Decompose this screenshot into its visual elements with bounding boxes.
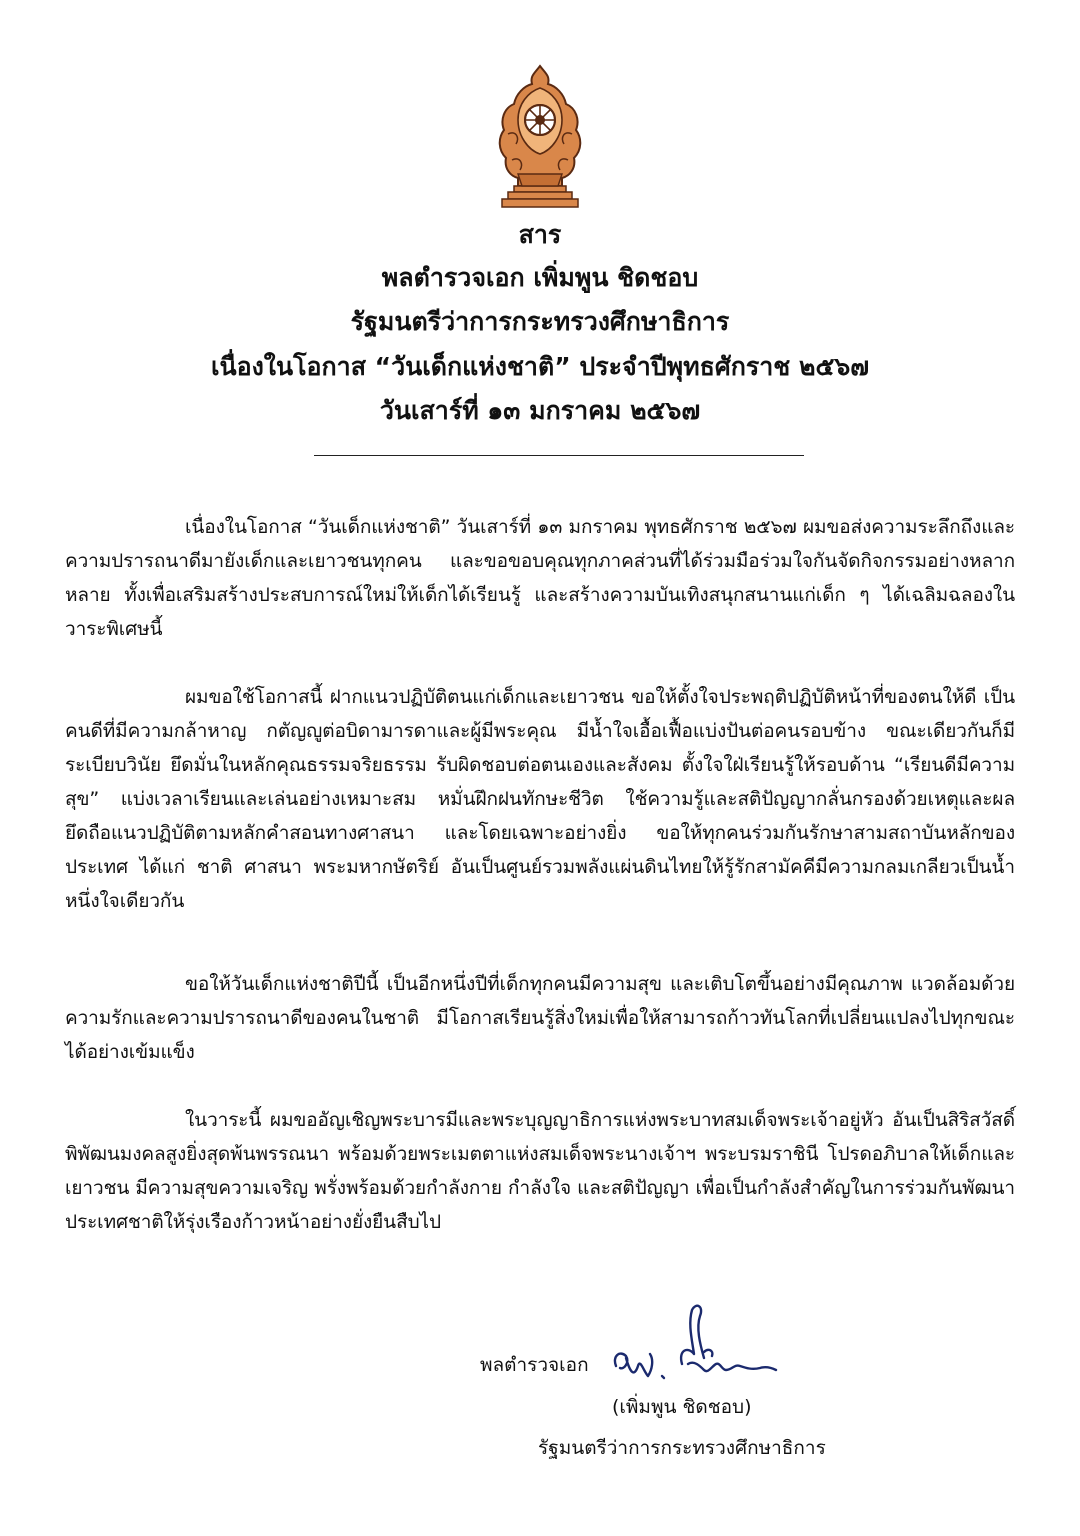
paragraph-3-text: ขอให้วันเด็กแห่งชาติปีนี้ เป็นอีกหนึ่งปีที่เด็กทุกคนมีความสุข และเติบโตขึ้นอย่างมีคุณภาพ แวดล้อมด้วยความรักและความปรารถนาดีของคนในชาติ มีโอกาสเรียนรู้สิ่งใหม่เพื่อให้สามารถก้าวทันโลกที่เปลี่ยนแปลงไปทุกขณะได้อย่างเข้มแข็ง [65,973,1015,1063]
occasion-line: เนื่องในโอกาส “วันเด็กแห่งชาติ” ประจำปีพุทธศักราช ๒๕๖๗ [210,352,870,381]
paragraph-1-text: เนื่องในโอกาส “วันเด็กแห่งชาติ” วันเสาร์ที่ ๑๓ มกราคม พุทธศักราช ๒๕๖๗ ผมขอส่งความระลึกถึงและความปรารถนาดีมายังเด็กและเยาวชนทุกคน และขอขอบคุณทุกภาคส่วนที่ได้ร่วมมือร่วมใจกันจัดกิจกรรมอย่างหลากหลาย ทั้งเพื่อเสริมสร้างประสบการณ์ใหม่ให้เด็กได้เรียนรู้ และสร้างความบันเทิงสนุกสนานแก่เด็ก ๆ ได้เฉลิมฉลองในวาระพิเศษนี้ [65,516,1015,640]
speaker-name: พลตำรวจเอก เพิ่มพูน ชิดชอบ [381,263,699,292]
paragraph-4 [65,1103,1015,1239]
paragraph-3 [65,967,1015,1069]
signatory-name: (เพิ่มพูน ชิดชอบ) [612,1396,752,1418]
paragraph-2 [65,680,1015,918]
ministry-of-education-emblem-icon [494,64,586,210]
signature-rank: พลตำรวจเอก [480,1354,589,1376]
paragraph-2-text: ผมขอใช้โอกาสนี้ ฝากแนวปฏิบัติตนแก่เด็กและเยาวชน ขอให้ตั้งใจประพฤติปฏิบัติหน้าที่ของตนให้ดี เป็นคนดีที่มีความกล้าหาญ กตัญญูต่อบิดามารดาและผู้มีพระคุณ มีน้ำใจเอื้อเฟื้อแบ่งปันต่อคนรอบข้าง ขณะเดียวกันก็มีระเบียบวินัย ยึดมั่นในหลักคุณธรรมจริยธรรม รับผิดชอบต่อตนเองและสังคม ตั้งใจใฝ่เรียนรู้ให้รอบด้าน “เรียนดีมีความสุข” แบ่งเวลาเรียนและเล่นอย่างเหมาะสม หมั่นฝึกฝนทักษะชีวิต ใช้ความรู้และสติปัญญากลั่นกรองด้วยเหตุและผล ยึดถือแนวปฏิบัติตามหลักคำสอนทางศาสนา และโดยเฉพาะอย่างยิ่ง ขอให้ทุกคนร่วมกันรักษาสามสถาบันหลักของประเทศ ได้แก่ ชาติ ศาสนา พระมหากษัตริย์ อันเป็นศูนย์รวมพลังแผ่นดินไทยให้รู้รักสามัคคีมีความกลมเกลียวเป็นน้ำหนึ่งใจเดียวกัน [65,686,1015,912]
signatory-title: รัฐมนตรีว่าการกระทรวงศึกษาธิการ [538,1437,826,1459]
speaker-position: รัฐมนตรีว่าการกระทรวงศึกษาธิการ [350,307,730,336]
document-title: สาร [518,220,562,249]
handwritten-signature [608,1300,780,1400]
paragraph-1 [65,510,1015,646]
date-line: วันเสาร์ที่ ๑๓ มกราคม ๒๕๖๗ [379,396,701,425]
paragraph-4-text: ในวาระนี้ ผมขออัญเชิญพระบารมีและพระบุญญาธิการแห่งพระบาทสมเด็จพระเจ้าอยู่หัว อันเป็นสิริสวัสดิ์พิพัฒนมงคลสูงยิ่งสุดพ้นพรรณนา พร้อมด้วยพระเมตตาแห่งสมเด็จพระนางเจ้าฯ พระบรมราชินี โปรดอภิบาลให้เด็กและเยาวชน มีความสุขความเจริญ พรั่งพร้อมด้วยกำลังกาย กำลังใจ และสติปัญญา เพื่อเป็นกำลังสำคัญในการร่วมกันพัฒนาประเทศชาติให้รุ่งเรืองก้าวหน้าอย่างยั่งยืนสืบไป [65,1109,1015,1233]
heading-divider [314,455,804,456]
